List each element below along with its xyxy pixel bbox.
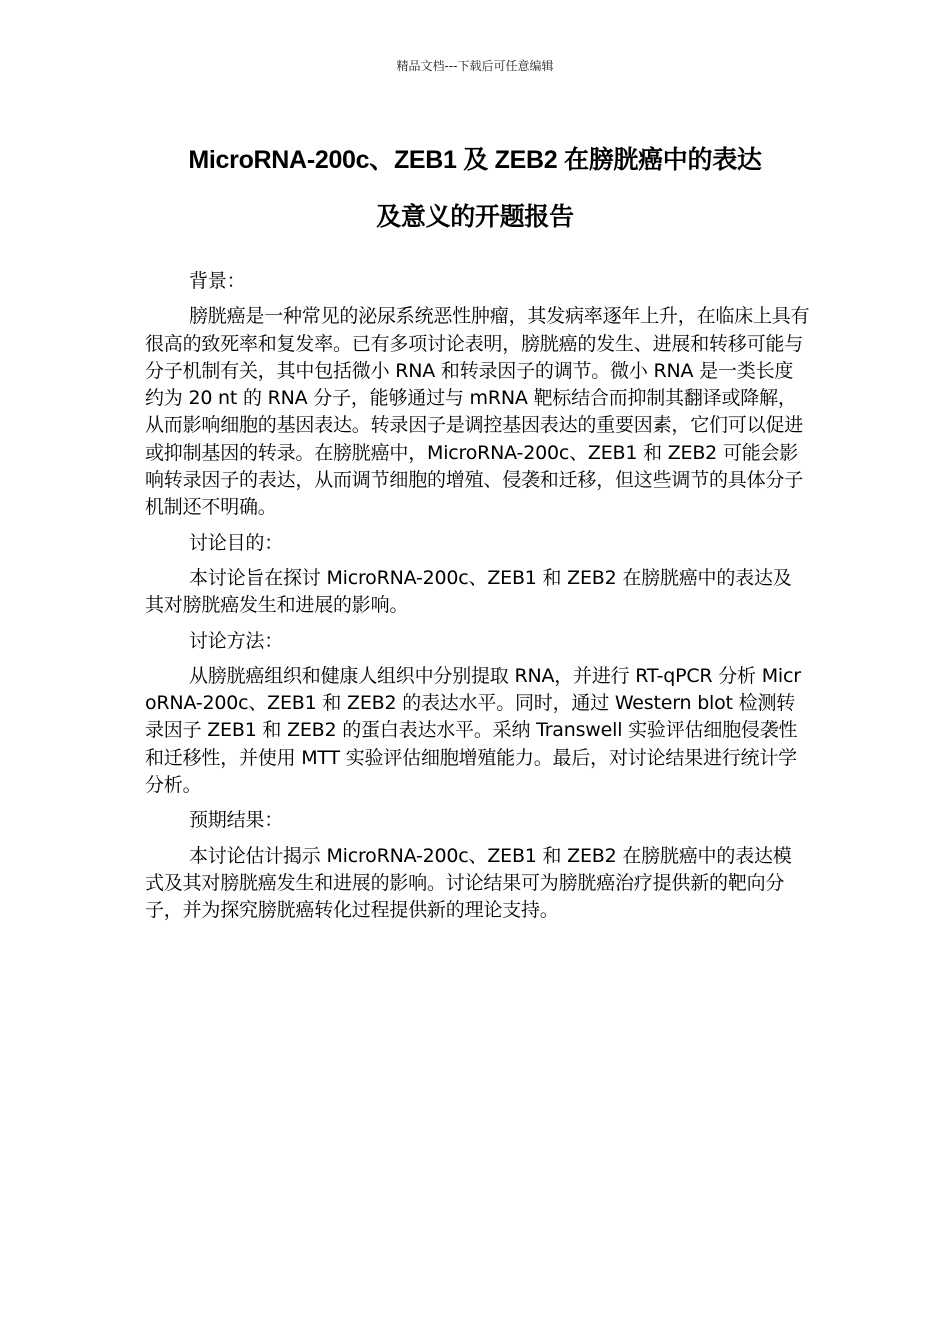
document-title <box>100 132 850 246</box>
page-header: 精品文档---下载后可任意编辑 <box>396 59 554 73</box>
purpose-heading: 讨论目的： <box>189 531 284 554</box>
title-line-1: MicroRNA-200c、ZEB1 及 ZEB2 在膀胱癌中的表达 <box>188 146 762 174</box>
background-heading: 背景： <box>189 270 246 292</box>
title-line-2: 及意义的开题报告 <box>376 203 574 231</box>
method-heading: 讨论方法： <box>189 629 284 652</box>
method-paragraph: 从膀胱癌组织和健康人组织中分别提取 RNA，并进行 RT-qPCR 分析 MicroRNA-200c、ZEB1 和 ZEB2 的表达水平。同时，通过 Western blot 检测转录因子 ZEB1 和 ZEB2 的蛋白表达水平。采纳 Transwell 实验评估细胞侵袭性和迁移性，并使用 MTT 实验评估细胞增殖能力。最后，对讨论结果进行统计学分析。 <box>145 664 801 797</box>
purpose-paragraph: 本讨论旨在探讨 MicroRNA-200c、ZEB1 和 ZEB2 在膀胱癌中的表达及其对膀胱癌发生和进展的影响。 <box>145 566 792 617</box>
document-body <box>145 268 810 933</box>
results-paragraph: 本讨论估计揭示 MicroRNA-200c、ZEB1 和 ZEB2 在膀胱癌中的表达模式及其对膀胱癌发生和进展的影响。讨论结果可为膀胱癌治疗提供新的靶向分子，并为探究膀胱癌转化过程提供新的理论支持。 <box>145 844 792 922</box>
results-heading: 预期结果： <box>189 809 284 832</box>
background-paragraph: 膀胱癌是一种常见的泌尿系统恶性肿瘤，其发病率逐年上升，在临床上具有很高的致死率和复发率。已有多项讨论表明，膀胱癌的发生、进展和转移可能与分子机制有关，其中包括微小 RNA 和转录因子的调节。微小 RNA 是一类长度约为 20 nt 的 RNA 分子，能够通过与 mRNA 靶标结合而抑制其翻译或降解，从而影响细胞的基因表达。转录因子是调控基因表达的重要因素，它们可以促进或抑制基因的转录。在膀胱癌中，MicroRNA-200c、ZEB1 和 ZEB2 可能会影响转录因子的表达，从而调节细胞的增殖、侵袭和迁移，但这些调节的具体分子机制还不明确。 <box>145 305 810 519</box>
